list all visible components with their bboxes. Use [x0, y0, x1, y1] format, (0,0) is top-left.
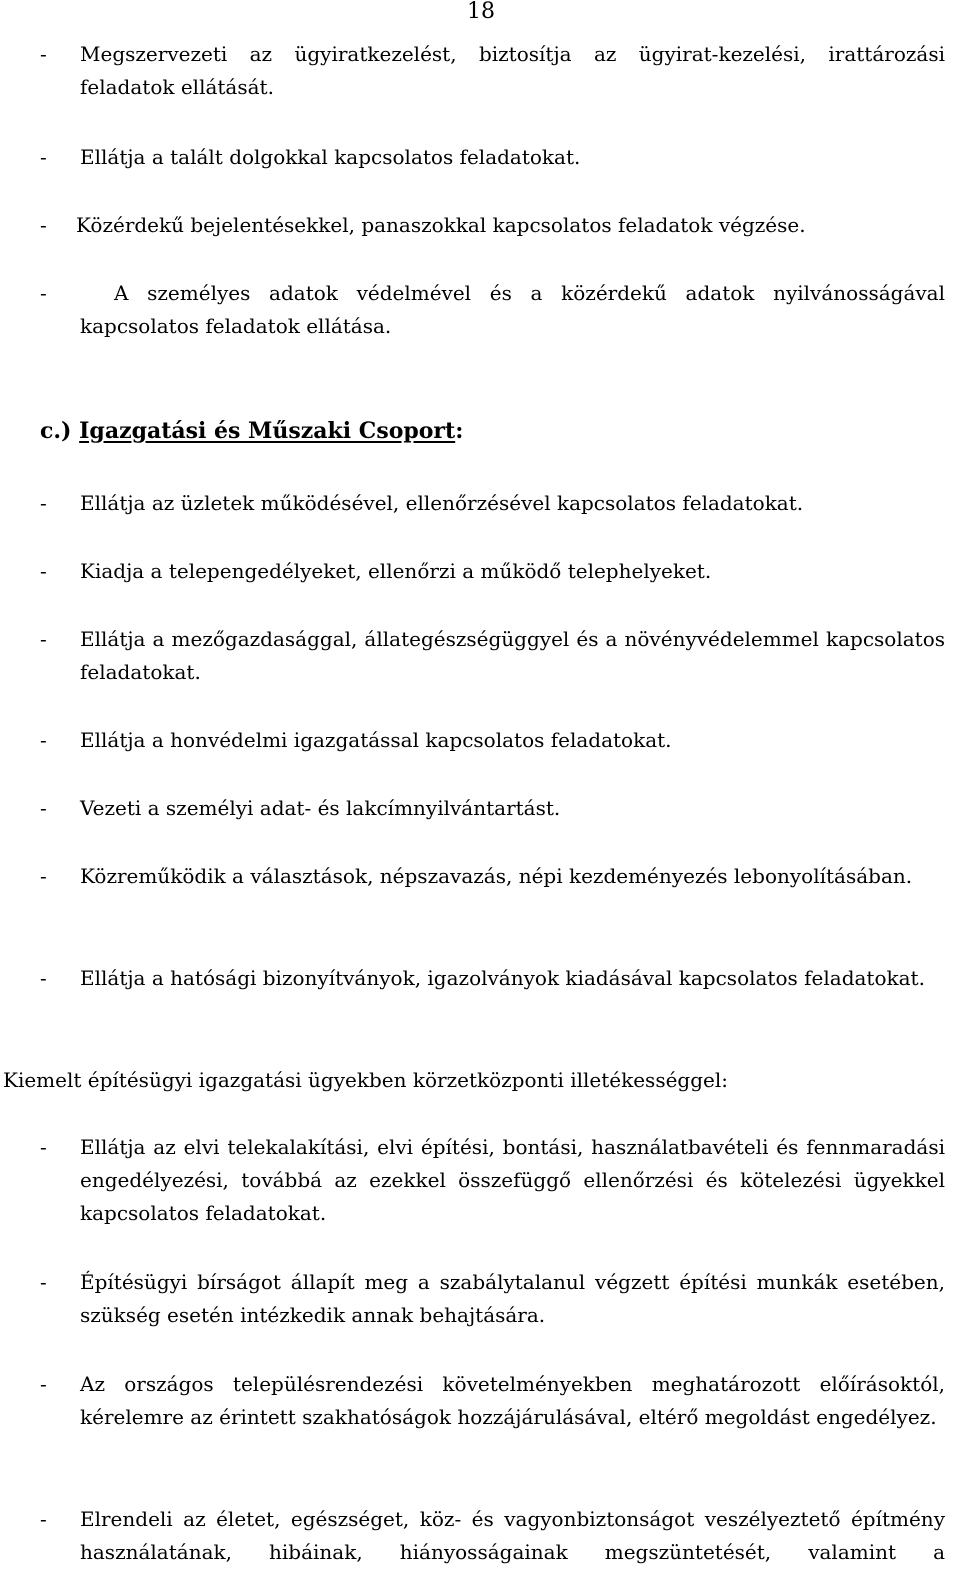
- list-item-text: Megszervezeti az ügyiratkezelést, biztosítja az ügyirat-kezelési, irattározási feladatok ellátását.: [80, 42, 945, 99]
- section-prefix: c.): [40, 418, 72, 444]
- page-number: 18: [467, 0, 495, 24]
- list-item-text: Közérdekű bejelentésekkel, panaszokkal kapcsolatos feladatok végzése.: [76, 213, 806, 237]
- list-item-text: Vezeti a személyi adat- és lakcímnyilvántartást.: [80, 796, 561, 820]
- section-suffix: :: [455, 418, 464, 444]
- list-item-text: Építésügyi bírságot állapít meg a szabálytalanul végzett építési munkák esetében, szükség esetén intézkedik annak behajtására.: [80, 1270, 945, 1327]
- list-item: [40, 487, 945, 520]
- bullet-dash: -: [40, 1270, 47, 1294]
- bullet-dash: -: [40, 1135, 47, 1159]
- bullet-dash: -: [40, 42, 47, 66]
- bullet-dash: -: [40, 145, 47, 169]
- list-item: [40, 1266, 945, 1332]
- section-heading: [40, 414, 463, 448]
- list-item: [40, 38, 945, 104]
- list-item: [40, 1503, 945, 1569]
- list-item: [40, 1368, 945, 1434]
- list-item-text: Ellátja a mezőgazdasággal, állategészségüggyel és a növényvédelemmel kapcsolatos feladatokat.: [80, 627, 945, 684]
- list-item: [40, 555, 945, 588]
- list-item-text: Ellátja a hatósági bizonyítványok, igazolványok kiadásával kapcsolatos feladatokat.: [80, 966, 925, 990]
- list-item: [40, 209, 945, 242]
- bullet-dash: -: [40, 213, 47, 237]
- bullet-dash: -: [40, 864, 47, 888]
- list-item-text: A személyes adatok védelmével és a közérdekű adatok nyilvánosságával kapcsolatos feladatok ellátása.: [80, 281, 945, 338]
- list-item: [40, 962, 945, 995]
- bullet-dash: -: [40, 559, 47, 583]
- list-item-text: Ellátja az üzletek működésével, ellenőrzésével kapcsolatos feladatokat.: [80, 491, 804, 515]
- list-item-text: Az országos településrendezési követelményekben meghatározott előírásoktól, kérelemre az érintett szakhatóságok hozzájárulásával, eltérő megoldást engedélyez.: [80, 1372, 945, 1429]
- list-item: [40, 623, 945, 689]
- section-title: Igazgatási és Műszaki Csoport: [79, 418, 456, 444]
- bullet-dash: -: [40, 491, 47, 515]
- list-item: [40, 792, 945, 825]
- list-item-text: Ellátja a talált dolgokkal kapcsolatos feladatokat.: [80, 145, 581, 169]
- list-item-text: Kiadja a telepengedélyeket, ellenőrzi a működő telephelyeket.: [80, 559, 712, 583]
- list-item-text: Elrendeli az életet, egészséget, köz- és vagyonbiztonságot veszélyeztető építmény használatának, hibáinak, hiányosságainak megszüntetését, valamint a: [80, 1507, 945, 1564]
- list-item: [40, 724, 945, 757]
- bullet-dash: -: [40, 1372, 47, 1396]
- list-item: [40, 1131, 945, 1230]
- bullet-dash: -: [40, 966, 47, 990]
- bullet-dash: -: [40, 627, 47, 651]
- list-item: [40, 277, 945, 343]
- list-item-text: Ellátja az elvi telekalakítási, elvi építési, bontási, használatbavételi és fennmaradási engedélyezési, továbbá az ezekkel összefüggő ellenőrzési és kötelezési ügyekkel kapcsolatos feladatokat.: [80, 1135, 945, 1225]
- subsection-heading: Kiemelt építésügyi igazgatási ügyekben körzetközponti illetékességgel:: [3, 1068, 728, 1092]
- bullet-dash: -: [40, 281, 47, 305]
- list-item-text: Közreműködik a választások, népszavazás, népi kezdeményezés lebonyolításában.: [80, 864, 913, 888]
- bullet-dash: -: [40, 796, 47, 820]
- bullet-dash: -: [40, 728, 47, 752]
- list-item: [40, 141, 945, 174]
- list-item: [40, 860, 945, 893]
- bullet-dash: -: [40, 1507, 47, 1531]
- list-item-text: Ellátja a honvédelmi igazgatással kapcsolatos feladatokat.: [80, 728, 672, 752]
